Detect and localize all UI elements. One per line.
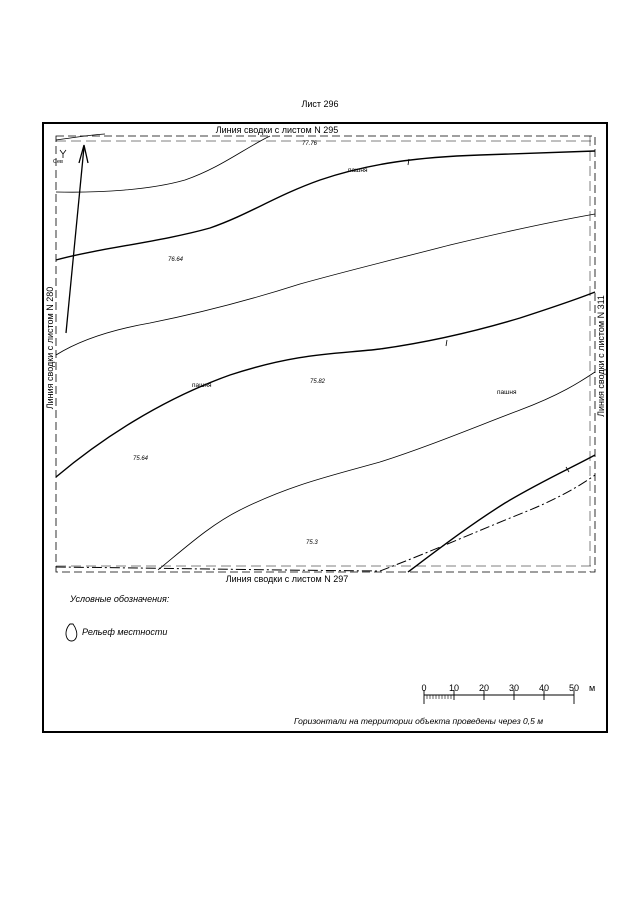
sheet-title: Лист 296 — [301, 99, 339, 109]
legend-relief-label: Рельеф местности — [82, 627, 168, 637]
scale-bar-label: 0 — [421, 683, 427, 693]
land-label-plowland: пашня — [348, 167, 368, 174]
contour-interval-note: Горизонтали на территории объекта проведены через 0,5 м — [294, 716, 544, 726]
scale-bar-label: 20 — [478, 683, 490, 693]
edge-label-left: Линия сводки с листом N 280 — [45, 286, 55, 410]
contour-line — [158, 372, 595, 570]
scale-bar-label: 50 — [568, 683, 580, 693]
elevation-75-82: 75.82 — [310, 379, 326, 385]
edge-label-bottom: Линия сводки с листом N 297 — [225, 574, 349, 584]
north-arrow — [53, 145, 88, 333]
scale-bar — [421, 683, 595, 704]
north-arrow-label: Сев — [53, 159, 63, 165]
contour-ticks — [408, 159, 569, 472]
north-arrow-shaft — [66, 147, 84, 333]
contours — [56, 134, 595, 572]
contour-line — [56, 292, 595, 477]
land-label-plowland: пашня — [497, 389, 517, 396]
legend-title: Условные обозначения: — [70, 594, 170, 604]
north-arrow-mark — [60, 150, 66, 158]
contour-line — [408, 455, 595, 572]
elevation-77-76: 77.76 — [302, 141, 318, 147]
contour-line — [56, 151, 595, 260]
contour-line — [56, 214, 595, 355]
elevation-75-64: 75.64 — [133, 456, 149, 462]
contour-tick — [446, 340, 447, 346]
scale-bar-label: 40 — [538, 683, 550, 693]
relief-symbol-icon — [66, 624, 77, 641]
elevation-76-64: 76.64 — [168, 257, 184, 263]
property-line — [56, 475, 595, 571]
edge-label-right: Линия сводки с листом N 311 — [596, 295, 606, 417]
edge-label-top: Линия сводки с листом N 295 — [215, 125, 339, 135]
contour-line — [56, 136, 270, 192]
scale-bar-unit: м — [589, 683, 596, 693]
scale-bar-label: 10 — [448, 683, 460, 693]
outer-frame — [43, 123, 607, 732]
contour-line — [56, 134, 105, 140]
land-label-plowland: пашня — [192, 382, 212, 389]
elevation-75-3: 75.3 — [306, 540, 318, 546]
scale-bar-label: 30 — [508, 683, 520, 693]
